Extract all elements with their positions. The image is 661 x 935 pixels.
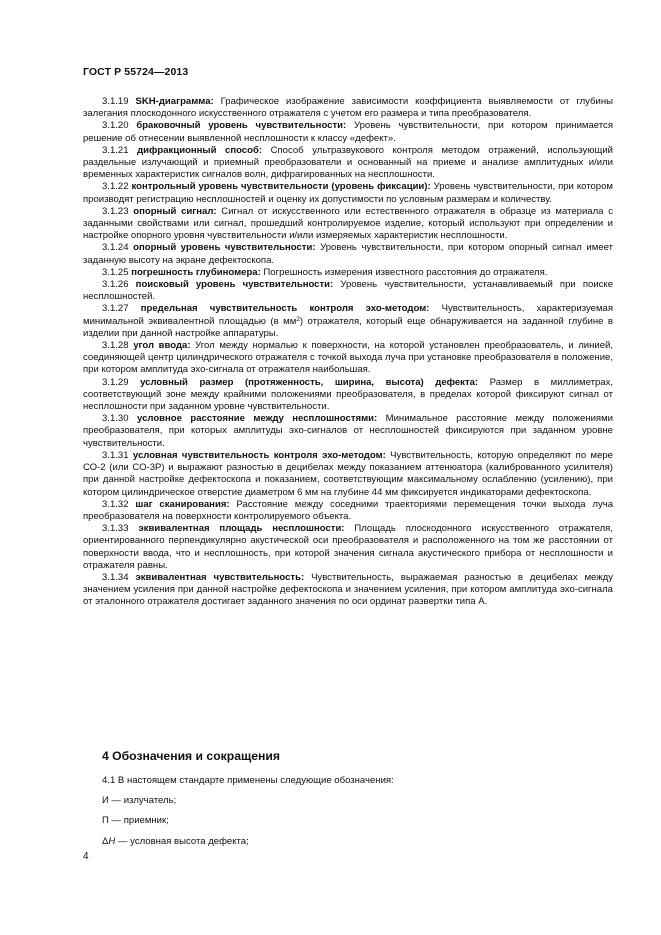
term-name: поисковый уровень чувствительности: — [135, 279, 334, 291]
term-entry: 3.1.30 условное расстояние между несплошностями: Минимальное расстояние между положениями преобразователя, при которых амплитуды эхо-сигналов от несплошностей фиксируются при заданном уровне чувствительности. — [83, 413, 613, 449]
term-name: эквивалентная чувствительность: — [135, 571, 305, 583]
term-name: опорный уровень чувствительности: — [133, 242, 316, 254]
term-name: условное расстояние между несплошностями: — [137, 413, 378, 425]
document-header: ГОСТ Р 55724—2013 — [83, 66, 189, 78]
term-entry: 3.1.26 поисковый уровень чувствительности: Уровень чувствительности, устанавливаемый при поиске несплошностей. — [83, 279, 614, 303]
term-entry: 3.1.27 предельная чувствительность контроля эхо-методом: Чувствительность, характеризуемая минимальной эквивалентной площадью (в $мм^2$) отражателя, который еще обнаруживается на заданной глубине в изделии при данной настройке аппаратуры. — [83, 303, 613, 339]
section-intro: 4.1 В настоящем стандарте применены следующие обозначения: — [102, 775, 394, 786]
term-name: предельная чувствительность контроля эхо-методом: — [140, 303, 430, 315]
term-name: опорный сигнал: — [133, 205, 217, 217]
term-name: контрольный уровень чувствительности (уровень фиксации): — [131, 181, 431, 193]
term-entry: 3.1.34 эквивалентная чувствительность: Чувствительность, выражаемая разностью в децибелах между значением усиления при данной настройке дефектоскопа и значением усиления, при котором амплитуда эхо-сигнала от эталонного отражателя достигает заданного значения по оси ординат развертки типа А. — [83, 571, 613, 608]
list-item: ΔH — условная высота дефекта; — [102, 835, 249, 847]
term-name: шаг сканирования: — [135, 498, 230, 510]
page-number: 4 — [83, 851, 89, 862]
term-entry: 3.1.21 дифракционный способ: Способ ультразвукового контроля методом отражений, использующий раздельные излучающий и приемный преобразователи и основанный на приеме и анализе амплитудных и/или временных характеристик сигналов волн, дифрагированных на несплошности. — [83, 144, 613, 181]
term-entry: 3.1.32 шаг сканирования: Расстояние между соседними траекториями перемещения точки выхода луча преобразователя на поверхности контролируемого объекта. — [83, 498, 614, 522]
term-name: эквивалентная площадь несплошности: — [138, 523, 345, 535]
term-name: SKH-диаграмма: — [135, 96, 214, 107]
term-entry: 3.1.20 браковочный уровень чувствительности: Уровень чувствительности, при котором принимается решение об отнесении выявленной несплошности к классу «дефект». — [83, 120, 613, 144]
term-name: браковочный уровень чувствительности: — [136, 120, 347, 132]
symbols-list — [102, 775, 612, 856]
term-entry: 3.1.31 условная чувствительность контроля эхо-методом: Чувствительность, которую определяют по мере СО-2 (или СО-3Р) и выражают разностью в децибелах между показанием аттенюатора (калиброванного усилителя) при данной настройке дефектоскопа и показанием, соответствующим максимальному ослаблению (усилению), при котором цилиндрическое отверстие диаметром 6 мм на глубине 44 мм фиксируется индикаторами дефектоскопа. — [83, 449, 613, 498]
term-name: дифракционный способ: — [137, 144, 263, 156]
term-entry: 3.1.28 угол ввода: Угол между нормалью к поверхности, на которой установлен преобразователь, и линией, соединяющей центр цилиндрического отражателя с точкой выхода луча при установке преобразователя в положение, при котором амплитуда эхо-сигнала от отражателя наибольшая. — [83, 340, 614, 376]
list-item: П — приемник; — [102, 815, 169, 827]
term-name: угол ввода: — [133, 340, 191, 352]
term-entry: 3.1.24 опорный уровень чувствительности: Уровень чувствительности, при котором опорный сигнал имеет заданную высоту на экране дефектоскопа. — [83, 242, 613, 266]
term-entry: 3.1.29 условный размер (протяженность, ширина, высота) дефекта: Размер в миллиметрах, соответствующий зоне между крайними положениями преобразователя, в пределах которой фиксируют сигнал от несплошности при заданном уровне чувствительности. — [83, 376, 613, 413]
term-entry: 3.1.25 погрешность глубиномера: Погрешность измерения известного расстояния до отражателя. — [102, 266, 548, 278]
term-name: условная чувствительность контроля эхо-методом: — [132, 449, 386, 461]
terms-list — [83, 96, 613, 609]
term-entry: 3.1.23 опорный сигнал: Сигнал от искусственного или естественного отражателя в образце из материала с заданными свойствами или сигнал, прошедший контролируемое изделие, который используют при определении и настройке опорного уровня чувствительности и/или измеряемых характеристик несплошности. — [83, 205, 613, 242]
term-entry: 3.1.33 эквивалентная площадь несплошности: Площадь плоскодонного искусственного отражателя, ориентированного перпендикулярно акустической оси преобразователя и расположенного на том же расстоянии от поверхности ввода, что и несплошность, при которой значения сигнала акустического прибора от несплошности и отражателя равны. — [83, 523, 613, 571]
section-heading: 4 Обозначения и сокращения — [102, 749, 281, 763]
term-entry: 3.1.19 SKH-диаграмма: Графическое изображение зависимости коэффициента выявляемости от глубины залегания плоскодонного искусственного отражателя с учетом его размера и типа преобразователя. — [83, 96, 613, 120]
term-name: условный размер (протяженность, ширина, высота) дефекта: — [140, 376, 479, 388]
term-entry: 3.1.22 контрольный уровень чувствительности (уровень фиксации): Уровень чувствительности, при котором производят регистрацию несплошностей и оценку их допустимости по условным размерам и количеству. — [83, 181, 613, 205]
list-item: И — излучатель; — [102, 795, 177, 807]
term-name: погрешность глубиномера: — [131, 266, 261, 278]
